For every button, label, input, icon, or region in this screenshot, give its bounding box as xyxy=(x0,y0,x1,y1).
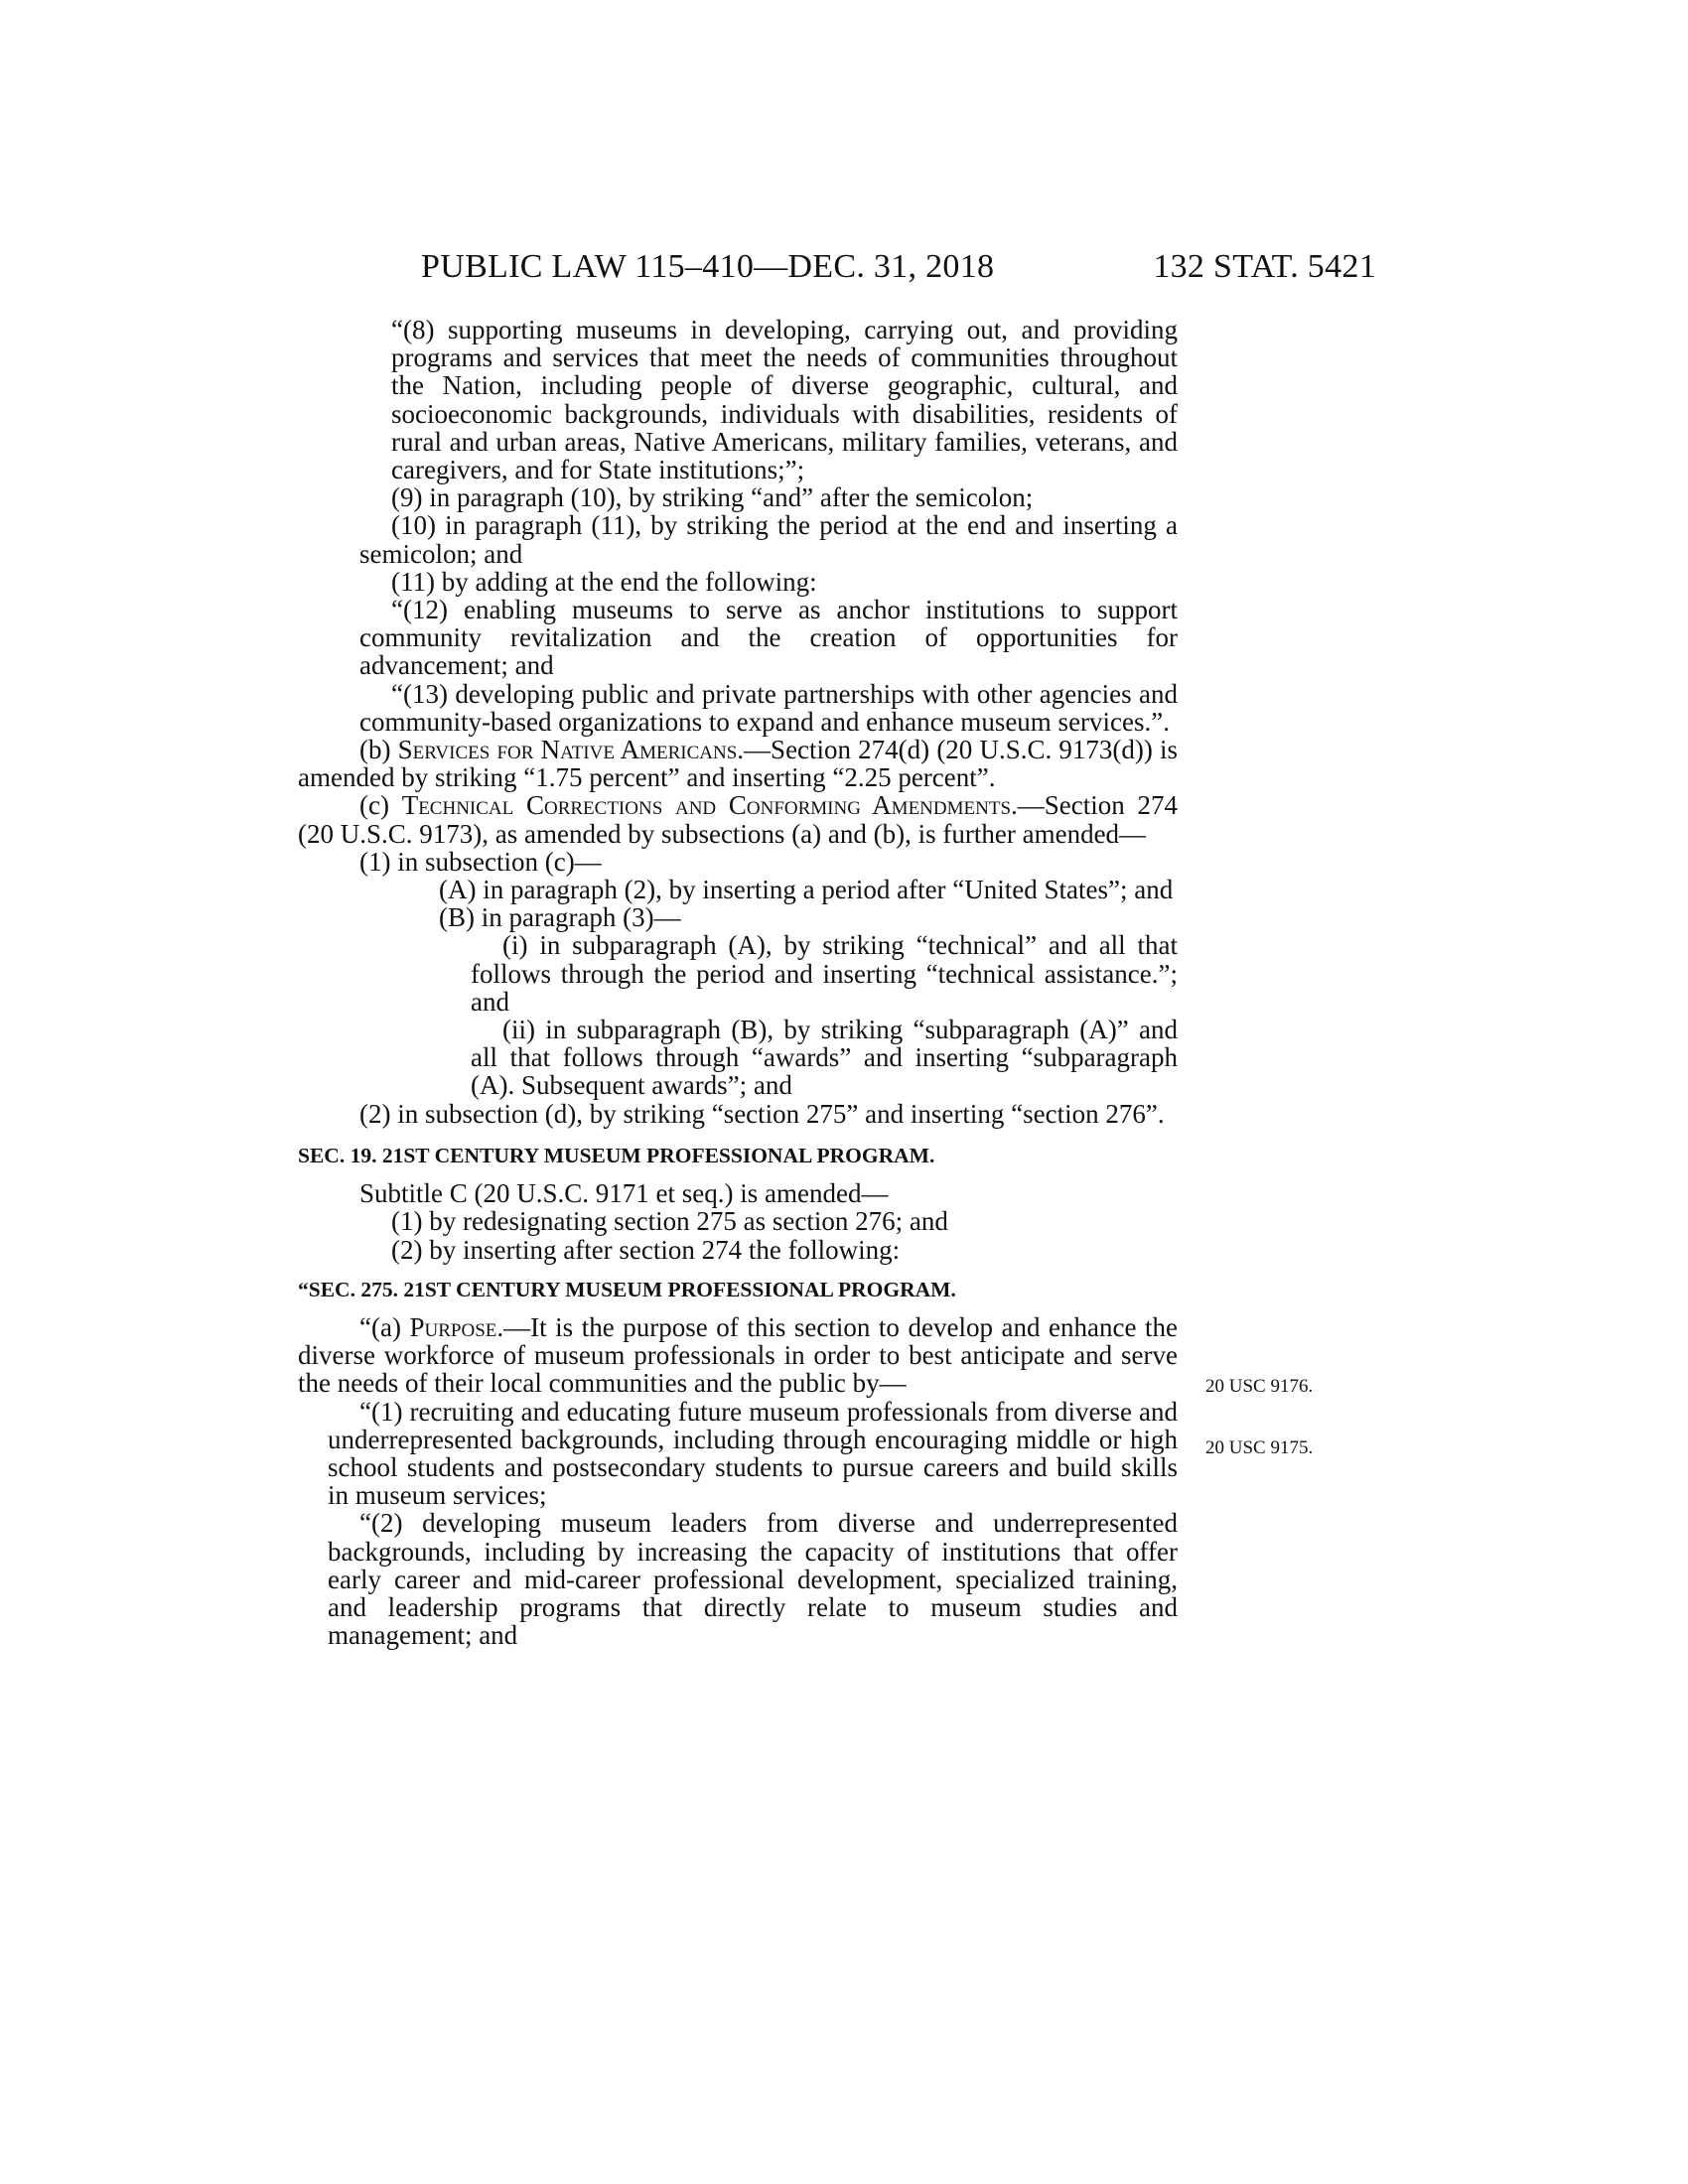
margin-citation-9175: 20 USC 9175. xyxy=(1205,1437,1314,1458)
subsection-b-heading: Services for Native Americans xyxy=(397,735,738,765)
purpose-label: “(a) xyxy=(359,1311,410,1342)
item-c1-A: (A) in paragraph (2), by inserting a period after “United States”; and xyxy=(439,875,1174,905)
item-c1-B-i: (i) in subparagraph (A), by striking “technical” and all that follows through the period and inserting “technical assistance.”; and xyxy=(471,930,1178,1017)
purpose-heading: Purpose xyxy=(409,1311,497,1342)
body-text xyxy=(298,315,1179,1651)
section-19-heading: SEC. 19. 21ST CENTURY MUSEUM PROFESSIONAL PROGRAM. xyxy=(298,1143,935,1167)
purpose-item-2: “(2) developing museum leaders from diverse and underrepresented backgrounds, including by increasing the capacity of institutions that offer early career and mid-career professional development, specialized training, and leadership programs that directly relate to museum studies and management; and xyxy=(328,1508,1178,1651)
paragraph-12: “(12) enabling museums to serve as anchor institutions to support community revitalization and the creation of opportunities for advancement; and xyxy=(359,595,1178,681)
section-275-purpose xyxy=(298,1313,1178,1398)
clause-11: (11) by adding at the end the following: xyxy=(391,566,817,597)
clause-9: (9) in paragraph (10), by striking “and” after the semicolon; xyxy=(391,482,1034,513)
clause-10: (10) in paragraph (11), by striking the period at the end and inserting a semicolon; and xyxy=(359,510,1178,569)
section-19-intro: Subtitle C (20 U.S.C. 9171 et seq.) is amended— xyxy=(359,1178,889,1209)
subsection-c-label: (c) xyxy=(359,790,402,821)
item-c2: (2) in subsection (d), by striking “section 275” and inserting “section 276”. xyxy=(359,1098,1165,1129)
section-275-heading: “SEC. 275. 21ST CENTURY MUSEUM PROFESSIONAL PROGRAM. xyxy=(298,1277,956,1301)
paragraph-13: “(13) developing public and private partnerships with other agencies and community-based organizations to expand and enhance museum services.”. xyxy=(359,678,1178,737)
subsection-c-text: .—Section 274 (20 U.S.C. 9173), as amended by subsections (a) and (b), is further amended— xyxy=(298,790,1178,849)
item-c1-B-ii: (ii) in subparagraph (B), by striking “subparagraph (A)” and all that follows through “awards” and inserting “subparagraph (A). Subsequent awards”; and xyxy=(471,1015,1178,1101)
purpose-text: .—It is the purpose of this section to develop and enhance the diverse workforce of museum professionals in order to best anticipate and serve the needs of their local communities and the public by— xyxy=(298,1311,1178,1399)
margin-citation-9176: 20 USC 9176. xyxy=(1205,1376,1314,1397)
item-c1: (1) in subsection (c)— xyxy=(359,846,602,877)
subsection-c xyxy=(298,791,1178,847)
section-19-item-2: (2) by inserting after section 274 the following: xyxy=(391,1234,901,1265)
running-header-page: 132 STAT. 5421 xyxy=(1153,248,1376,285)
section-19-item-1: (1) by redesignating section 275 as section 276; and xyxy=(391,1206,948,1237)
subsection-b-text: .—Section 274(d) (20 U.S.C. 9173(d)) is amended by striking “1.75 percent” and inserting “2.25 percent”. xyxy=(298,735,1179,793)
purpose-item-1: “(1) recruiting and educating future museum professionals from diverse and underrepresented backgrounds, including through encouraging middle or high school students and postsecondary students to pursue careers and build skills in museum services; xyxy=(328,1396,1178,1511)
subsection-b xyxy=(298,736,1178,791)
item-c1-B: (B) in paragraph (3)— xyxy=(439,902,681,933)
subsection-c-heading: Technical Corrections and Conforming Amendments xyxy=(401,790,1012,821)
paragraph-8: “(8) supporting museums in developing, carrying out, and providing programs and services that meet the needs of communities throughout the Nation, including people of diverse geographic, cultural, and socioeconomic backgrounds, individuals with disabilities, residents of rural and urban areas, Native Americans, military families, veterans, and caregivers, and for State institutions;”; xyxy=(391,315,1178,485)
subsection-b-label: (b) xyxy=(359,735,398,765)
running-header-title: PUBLIC LAW 115–410—DEC. 31, 2018 xyxy=(421,248,995,285)
